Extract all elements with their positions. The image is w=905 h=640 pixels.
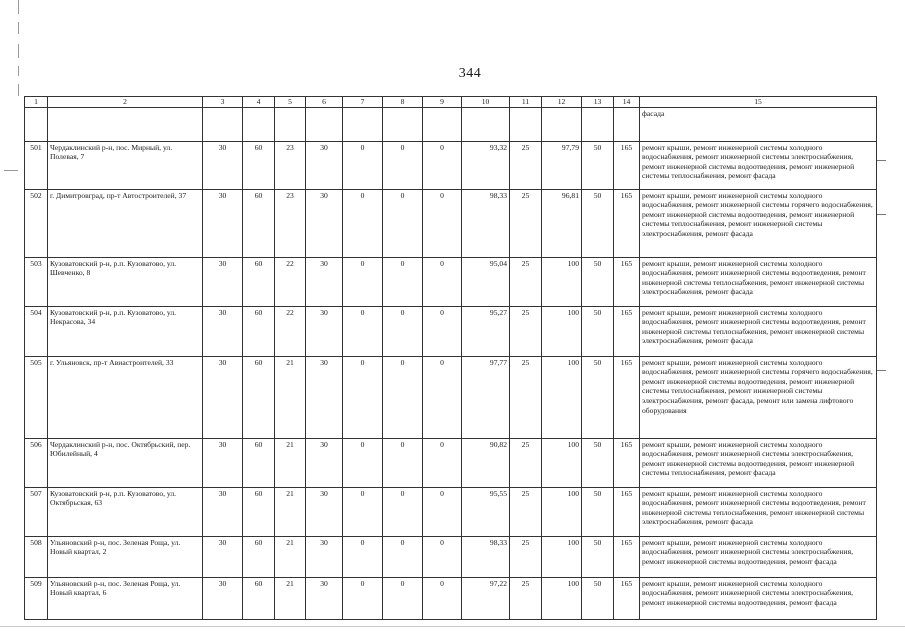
value-cell: 25	[510, 189, 542, 257]
table-row	[25, 189, 877, 257]
work-list-cell: ремонт крыши, ремонт инженерной системы холодного водоснабжения, ремонт инженерной системы электроснабжения, ремонт инженерной системы водоотведения, ремонт фасада	[640, 577, 877, 619]
address-cell: г. Ульяновск, пр-т Авиастроителей, 33	[48, 356, 203, 438]
value-cell: 97,79	[542, 141, 582, 189]
value-cell: 98,33	[462, 189, 510, 257]
value-cell: 60	[243, 306, 275, 356]
value-cell: 93,32	[462, 141, 510, 189]
repair-program-table	[24, 96, 877, 620]
value-cell: 0	[343, 487, 383, 536]
value-cell: 165	[614, 189, 640, 257]
column-number: 7	[343, 97, 383, 108]
value-cell: 50	[582, 257, 614, 306]
value-cell: 0	[383, 577, 423, 619]
table-row	[25, 141, 877, 189]
row-number-cell: 503	[25, 257, 48, 306]
value-cell: 0	[423, 438, 462, 487]
row-number-cell: 509	[25, 577, 48, 619]
value-cell: 30	[306, 306, 343, 356]
value-cell: 25	[510, 306, 542, 356]
value-cell: 25	[510, 487, 542, 536]
value-cell: 50	[582, 306, 614, 356]
value-cell: 100	[542, 577, 582, 619]
value-cell: 0	[343, 577, 383, 619]
value-cell: 97,77	[462, 356, 510, 438]
value-cell: 0	[423, 306, 462, 356]
value-cell: 30	[203, 189, 243, 257]
column-number: 1	[25, 97, 48, 108]
value-cell: 0	[423, 536, 462, 577]
value-cell: 60	[243, 356, 275, 438]
value-cell: 100	[542, 257, 582, 306]
value-cell: 165	[614, 356, 640, 438]
table-row	[25, 487, 877, 536]
value-cell: 0	[423, 189, 462, 257]
value-cell: 0	[383, 257, 423, 306]
value-cell: 50	[582, 189, 614, 257]
value-cell: 23	[275, 141, 306, 189]
value-cell: 100	[542, 487, 582, 536]
work-list-cell: ремонт крыши, ремонт инженерной системы холодного водоснабжения, ремонт инженерной системы электроснабжения, ремонт инженерной системы водоотведения, ремонт фасада	[640, 536, 877, 577]
row-number-cell: 505	[25, 356, 48, 438]
value-cell: 60	[243, 141, 275, 189]
scan-margin-marks	[18, 0, 20, 640]
column-number: 10	[462, 97, 510, 108]
row-number-cell: 508	[25, 536, 48, 577]
value-cell: 98,33	[462, 536, 510, 577]
address-cell: г. Димитровград, пр-т Автостроителей, 37	[48, 189, 203, 257]
value-cell: 60	[243, 577, 275, 619]
value-cell: 25	[510, 356, 542, 438]
value-cell: 0	[423, 577, 462, 619]
table-row	[25, 577, 877, 619]
column-number: 13	[582, 97, 614, 108]
continuation-row	[25, 107, 877, 141]
value-cell: 25	[510, 577, 542, 619]
value-cell: 0	[423, 257, 462, 306]
page-bottom-edge	[0, 626, 905, 627]
address-cell: Кузоватовский р-н, р.п. Кузоватово, ул. Некрасова, 34	[48, 306, 203, 356]
address-cell: Ульяновский р-н, пос. Зеленая Роща, ул. Новый квартал, 6	[48, 577, 203, 619]
value-cell: 0	[383, 438, 423, 487]
value-cell: 21	[275, 577, 306, 619]
value-cell: 30	[306, 141, 343, 189]
value-cell: 30	[203, 356, 243, 438]
value-cell: 60	[243, 257, 275, 306]
work-list-cell: фасада	[640, 107, 877, 141]
address-cell: Кузоватовский р-н, р.п. Кузоватово, ул. Октябрьская, 63	[48, 487, 203, 536]
address-cell: Чердаклинский р-н, пос. Мирный, ул. Полевая, 7	[48, 141, 203, 189]
value-cell: 0	[343, 257, 383, 306]
value-cell: 165	[614, 487, 640, 536]
value-cell: 30	[306, 257, 343, 306]
value-cell: 60	[243, 487, 275, 536]
value-cell: 21	[275, 536, 306, 577]
value-cell: 50	[582, 141, 614, 189]
value-cell: 50	[582, 577, 614, 619]
column-number: 5	[275, 97, 306, 108]
scan-mark	[4, 170, 18, 171]
table-row	[25, 257, 877, 306]
row-number-cell: 506	[25, 438, 48, 487]
value-cell: 60	[243, 189, 275, 257]
table-row	[25, 356, 877, 438]
column-number: 6	[306, 97, 343, 108]
column-number: 4	[243, 97, 275, 108]
column-number: 15	[640, 97, 877, 108]
value-cell: 90,82	[462, 438, 510, 487]
value-cell: 30	[306, 577, 343, 619]
column-number: 9	[423, 97, 462, 108]
value-cell: 100	[542, 356, 582, 438]
value-cell: 100	[542, 438, 582, 487]
value-cell: 30	[306, 356, 343, 438]
value-cell: 95,27	[462, 306, 510, 356]
value-cell: 165	[614, 577, 640, 619]
column-number: 11	[510, 97, 542, 108]
value-cell: 50	[582, 356, 614, 438]
value-cell: 0	[383, 536, 423, 577]
value-cell: 0	[383, 356, 423, 438]
value-cell: 165	[614, 438, 640, 487]
row-number-cell: 502	[25, 189, 48, 257]
row-number-cell: 504	[25, 306, 48, 356]
value-cell: 30	[306, 536, 343, 577]
value-cell: 30	[306, 487, 343, 536]
value-cell: 165	[614, 536, 640, 577]
row-number-cell: 507	[25, 487, 48, 536]
work-list-cell: ремонт крыши, ремонт инженерной системы холодного водоснабжения, ремонт инженерной системы горячего водоснабжения, ремонт инженерной системы водоотведения, ремонт инженерной системы теплоснабжения, ремонт инженерной системы электроснабжения, ремонт фасада	[640, 189, 877, 257]
value-cell: 0	[383, 306, 423, 356]
column-number: 2	[48, 97, 203, 108]
value-cell: 21	[275, 438, 306, 487]
value-cell: 25	[510, 438, 542, 487]
value-cell: 22	[275, 257, 306, 306]
value-cell: 30	[203, 577, 243, 619]
value-cell: 30	[203, 536, 243, 577]
value-cell: 30	[203, 487, 243, 536]
value-cell: 23	[275, 189, 306, 257]
work-list-cell: ремонт крыши, ремонт инженерной системы холодного водоснабжения, ремонт инженерной системы водоотведения, ремонт инженерной системы теплоснабжения, ремонт инженерной системы электроснабжения, ремонт фасада	[640, 487, 877, 536]
address-cell: Кузоватовский р-н, р.п. Кузоватово, ул. Шевченко, 8	[48, 257, 203, 306]
scan-mark	[876, 370, 886, 371]
value-cell: 165	[614, 257, 640, 306]
value-cell: 60	[243, 438, 275, 487]
value-cell: 0	[343, 356, 383, 438]
value-cell: 0	[343, 536, 383, 577]
value-cell: 0	[383, 189, 423, 257]
value-cell: 0	[423, 141, 462, 189]
value-cell: 165	[614, 141, 640, 189]
scan-mark	[876, 160, 886, 161]
value-cell: 22	[275, 306, 306, 356]
value-cell: 100	[542, 306, 582, 356]
value-cell: 21	[275, 356, 306, 438]
value-cell: 0	[423, 487, 462, 536]
work-list-cell: ремонт крыши, ремонт инженерной системы холодного водоснабжения, ремонт инженерной системы водоотведения, ремонт инженерной системы теплоснабжения, ремонт инженерной системы электроснабжения, ремонт фасада	[640, 257, 877, 306]
value-cell: 60	[243, 536, 275, 577]
value-cell: 50	[582, 536, 614, 577]
value-cell: 0	[383, 141, 423, 189]
value-cell: 25	[510, 141, 542, 189]
value-cell: 25	[510, 536, 542, 577]
column-number: 14	[614, 97, 640, 108]
value-cell: 30	[306, 438, 343, 487]
value-cell: 0	[343, 438, 383, 487]
column-number: 3	[203, 97, 243, 108]
column-number: 12	[542, 97, 582, 108]
row-number-cell: 501	[25, 141, 48, 189]
value-cell: 165	[614, 306, 640, 356]
value-cell: 95,04	[462, 257, 510, 306]
value-cell: 21	[275, 487, 306, 536]
work-list-cell: ремонт крыши, ремонт инженерной системы холодного водоснабжения, ремонт инженерной системы электроснабжения, ремонт инженерной системы водоотведения, ремонт инженерной системы теплоснабжения, ремонт фасада	[640, 438, 877, 487]
column-number: 8	[383, 97, 423, 108]
table-row	[25, 536, 877, 577]
value-cell: 30	[306, 189, 343, 257]
scan-mark	[876, 214, 886, 215]
value-cell: 30	[203, 257, 243, 306]
page-number: 344	[458, 66, 482, 81]
value-cell: 0	[343, 189, 383, 257]
work-list-cell: ремонт крыши, ремонт инженерной системы холодного водоснабжения, ремонт инженерной системы электроснабжения, ремонт инженерной системы водоотведения, ремонт инженерной системы теплоснабжения, ремонт фасада	[640, 141, 877, 189]
address-cell: Чердаклинский р-н, пос. Октябрьский, пер. Юбилейный, 4	[48, 438, 203, 487]
value-cell: 30	[203, 141, 243, 189]
value-cell: 100	[542, 536, 582, 577]
value-cell: 96,81	[542, 189, 582, 257]
table-row	[25, 306, 877, 356]
value-cell: 30	[203, 438, 243, 487]
value-cell: 0	[383, 487, 423, 536]
work-list-cell: ремонт крыши, ремонт инженерной системы холодного водоснабжения, ремонт инженерной системы горячего водоснабжения, ремонт инженерной системы водоотведения, ремонт инженерной системы теплоснабжения, ремонт инженерной системы электроснабжения, ремонт фасада, ремонт или замена лифтового оборудования	[640, 356, 877, 438]
value-cell: 95,55	[462, 487, 510, 536]
value-cell: 0	[423, 356, 462, 438]
column-number-row	[25, 97, 877, 108]
value-cell: 25	[510, 257, 542, 306]
value-cell: 0	[343, 141, 383, 189]
work-list-cell: ремонт крыши, ремонт инженерной системы холодного водоснабжения, ремонт инженерной системы водоотведения, ремонт инженерной системы теплоснабжения, ремонт инженерной системы электроснабжения, ремонт фасада	[640, 306, 877, 356]
value-cell: 50	[582, 487, 614, 536]
value-cell: 50	[582, 438, 614, 487]
address-cell: Ульяновский р-н, пос. Зеленая Роща, ул. Новый квартал, 2	[48, 536, 203, 577]
value-cell: 30	[203, 306, 243, 356]
value-cell: 97,22	[462, 577, 510, 619]
table-row	[25, 438, 877, 487]
value-cell: 0	[343, 306, 383, 356]
